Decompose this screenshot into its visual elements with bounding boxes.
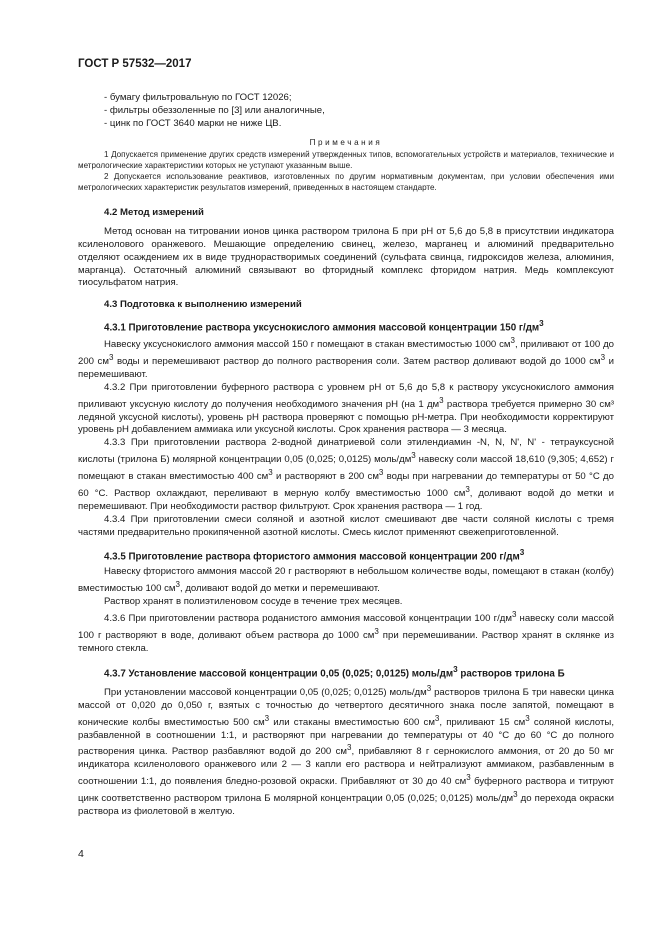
page-content xyxy=(78,92,614,819)
section-4-2-text: Метод основан на титровании ионов цинка раствором трилона Б при pH от 5,6 до 5,8 в присутствии индикатора ксиленолового оранжевого. Мешающие определению свинец, железо, марганец и алюминий предварительно отделяют осаждением их в виде труднорастворимых соединений (сульфата свинца, гидроксидов железа, алюминия, марганца). Остаточный алюминий связывают во фторидный комплекс фторидом натрия. Медь комплексуют тиосульфатом натрия. xyxy=(78,226,614,289)
section-4-3-1-text: Навеску уксуснокислого аммония массой 150 г помещают в стакан вместимостью 1000 $см^3$, приливают от 100 до 200 $см^3$ воды и перемешивают раствор до полного растворения соли. Затем раствор доливают водой до 1000 $см^3$ и перемешивают. xyxy=(78,336,614,380)
document-header: ГОСТ Р 57532—2017 xyxy=(78,58,192,70)
section-4-3-5-text: Навеску фтористого аммония массой 20 г растворяют в небольшом количестве воды, помещают в стакан (колбу) вместимостью 100 $см^3$, доливают водой до метки и перемешивают. xyxy=(78,566,614,595)
section-4-3-5-storage: Раствор хранят в полиэтиленовом сосуде в течение трех месяцев. xyxy=(104,596,403,608)
list-item: - фильтры обеззоленные по [3] или аналогичные, xyxy=(104,104,325,116)
list-item: - цинк по ГОСТ 3640 марки не ниже ЦВ. xyxy=(104,117,282,129)
section-4-3-3-text: 4.3.3 При приготовлении раствора 2-водной динатриевой соли этилендиамин -N, N, N', N' - тетрауксусной кислоты (трилона Б) молярной концентрации 0,05 (0,025; 0,0125) моль/$дм^3$ навеску соли массой 18,610 (9,305; 4,652) г помещают в стакан вместимостью 400 $см^3$ и растворяют в 200 $см^3$ воды при нагревании до температуры от 50 °C до 60 °C. Раствор охлаждают, переливают в мерную колбу вместимостью 1000 $см^3$, доливают водой до метки и перемешивают. При необходимости раствор фильтруют. Срок хранения раствора — 1 год. xyxy=(78,437,615,512)
materials-list xyxy=(78,92,614,130)
section-4-3-5-heading: 4.3.5 Приготовление раствора фтористого аммония массовой концентрации 200 $г/дм^3$ xyxy=(104,548,525,563)
section-4-2-heading: 4.2 Метод измерений xyxy=(104,207,204,219)
notes-title: Примечания xyxy=(309,138,383,148)
note-item: 2 Допускается использование реактивов, изготовленных по другим нормативным документам, при условии обеспечения ими метрологических характеристик результатов измерений, приведенных в настоящем стандарте. xyxy=(78,172,614,193)
list-item: - бумагу фильтровальную по ГОСТ 12026; xyxy=(104,92,292,103)
section-4-3-2-text: 4.3.2 При приготовлении буферного раствора с уровнем pH от 5,6 до 5,8 к раствору уксуснокислого аммония приливают уксусную кислоту до получения необходимого значения pH (на 1 $дм^3$ раствора требуется примерно 30 см³ ледяной уксусной кислоты), уровень pH раствора проверяют с помощью pH-метра. При необходимости корректируют уровень pH добавлением аммиака или уксусной кислоты. Срок хранения раствора — 3 месяца. xyxy=(78,381,614,436)
note-item: 1 Допускается применение других средств измерений утвержденных типов, вспомогательных устройств и материалов, технические и метрологические характеристики которых не уступают указанным выше. xyxy=(78,150,614,171)
section-4-3-6-text: 4.3.6 При приготовлении раствора роданистого аммония массовой концентрации 100 $г/дм^3$ навеску соли массой 100 г растворяют в воде, доливают объем раствора до 1000 $см^3$ при перемешивании. Раствор хранят в склянке из темного стекла. xyxy=(78,609,615,654)
section-4-3-heading: 4.3 Подготовка к выполнению измерений xyxy=(104,299,302,311)
section-4-3-7-text: При установлении массовой концентрации 0,05 (0,025; 0,0125) моль/$дм^3$ растворов трилона Б три навески цинка массой от 0,020 до 0,050 г, взятых с точностью до четвертого десятичного знака после запятой, помещают в конические колбы вместимостью 500 $см^3$ или стаканы вместимостью 600 $см^3$, приливают 15 $см^3$ соляной кислоты, разбавленной в соотношении 1:1, и растворяют при нагревании до температуры от 40 °C до 60 °C до полного растворения цинка. Раствор разбавляют водой до 200 $см^3$, прибавляют 8 г сернокислого аммония, от 20 до 50 мг индикатора ксиленолового оранжевого или 2 — 3 капли его раствора и нейтрализуют аммиаком, разбавленным в соотношении 1:1, до появления бледно-розовой окраски. Прибавляют от 30 до 40 $см^3$ буферного раствора и титруют цинк соответственно раствором трилона Б молярной концентрации 0,05 (0,025; 0,0125) моль/$дм^3$ до перехода окраски раствора из фиолетовой в желтую. xyxy=(78,683,615,818)
notes-block xyxy=(78,137,614,193)
section-4-3-7-heading: 4.3.7 Установление массовой концентрации 0,05 (0,025; 0,0125) моль/$дм^3$ растворов трилона Б xyxy=(104,664,565,679)
section-4-3-1-heading: 4.3.1 Приготовление раствора уксуснокислого аммония массовой концентрации 150 $г/дм^3$ xyxy=(104,318,544,334)
page-number: 4 xyxy=(78,848,84,860)
section-4-3-4-text: 4.3.4 При приготовлении смеси соляной и азотной кислот смешивают две части соляной кислоты с тремя частями предварительно прокипяченной азотной кислоты. Смесь кислот применяют свежеприготовленной. xyxy=(78,513,614,538)
